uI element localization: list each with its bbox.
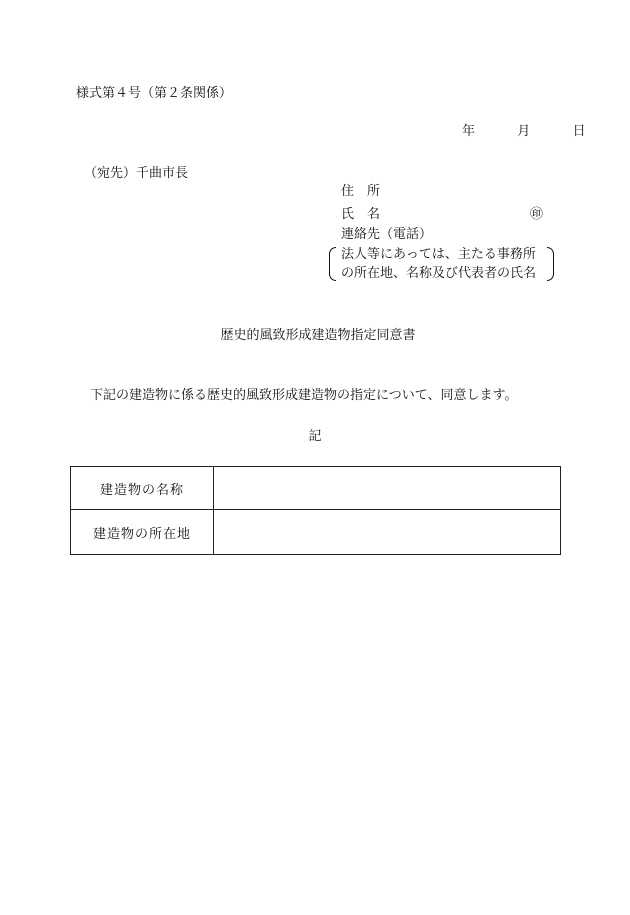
corporation-note (329, 245, 554, 285)
ki-heading: 記 (308, 429, 322, 444)
form-number: 様式第４号（第２条関係） (76, 86, 233, 101)
address-label: 住 所 (341, 184, 381, 199)
date-year-label: 年 (462, 124, 476, 139)
contact-label: 連絡先（電話） (341, 227, 433, 242)
note-line-1: 法人等にあっては、主たる事務所 (341, 247, 536, 262)
building-location-field[interactable] (214, 510, 561, 555)
consent-statement: 下記の建造物に係る歴史的風致形成建造物の指定について、同意します。 (90, 388, 518, 403)
date-line (462, 125, 586, 138)
seal-mark: ㊞ (530, 207, 544, 222)
table-row (71, 510, 561, 555)
document-title: 歴史的風致形成建造物指定同意書 (220, 328, 416, 343)
date-month-label: 月 (517, 124, 531, 139)
date-day-label: 日 (572, 124, 586, 139)
building-name-field[interactable] (214, 467, 561, 510)
building-detail-table (70, 466, 561, 555)
table-row (71, 467, 561, 510)
left-bracket (329, 247, 336, 281)
name-label: 氏 名 (341, 207, 381, 222)
recipient: （宛先）千曲市長 (84, 166, 189, 181)
note-line-2: の所在地、名称及び代表者の氏名 (341, 266, 537, 281)
building-name-label: 建造物の名称 (71, 467, 214, 510)
right-bracket (547, 247, 554, 281)
building-location-label: 建造物の所在地 (71, 510, 214, 555)
